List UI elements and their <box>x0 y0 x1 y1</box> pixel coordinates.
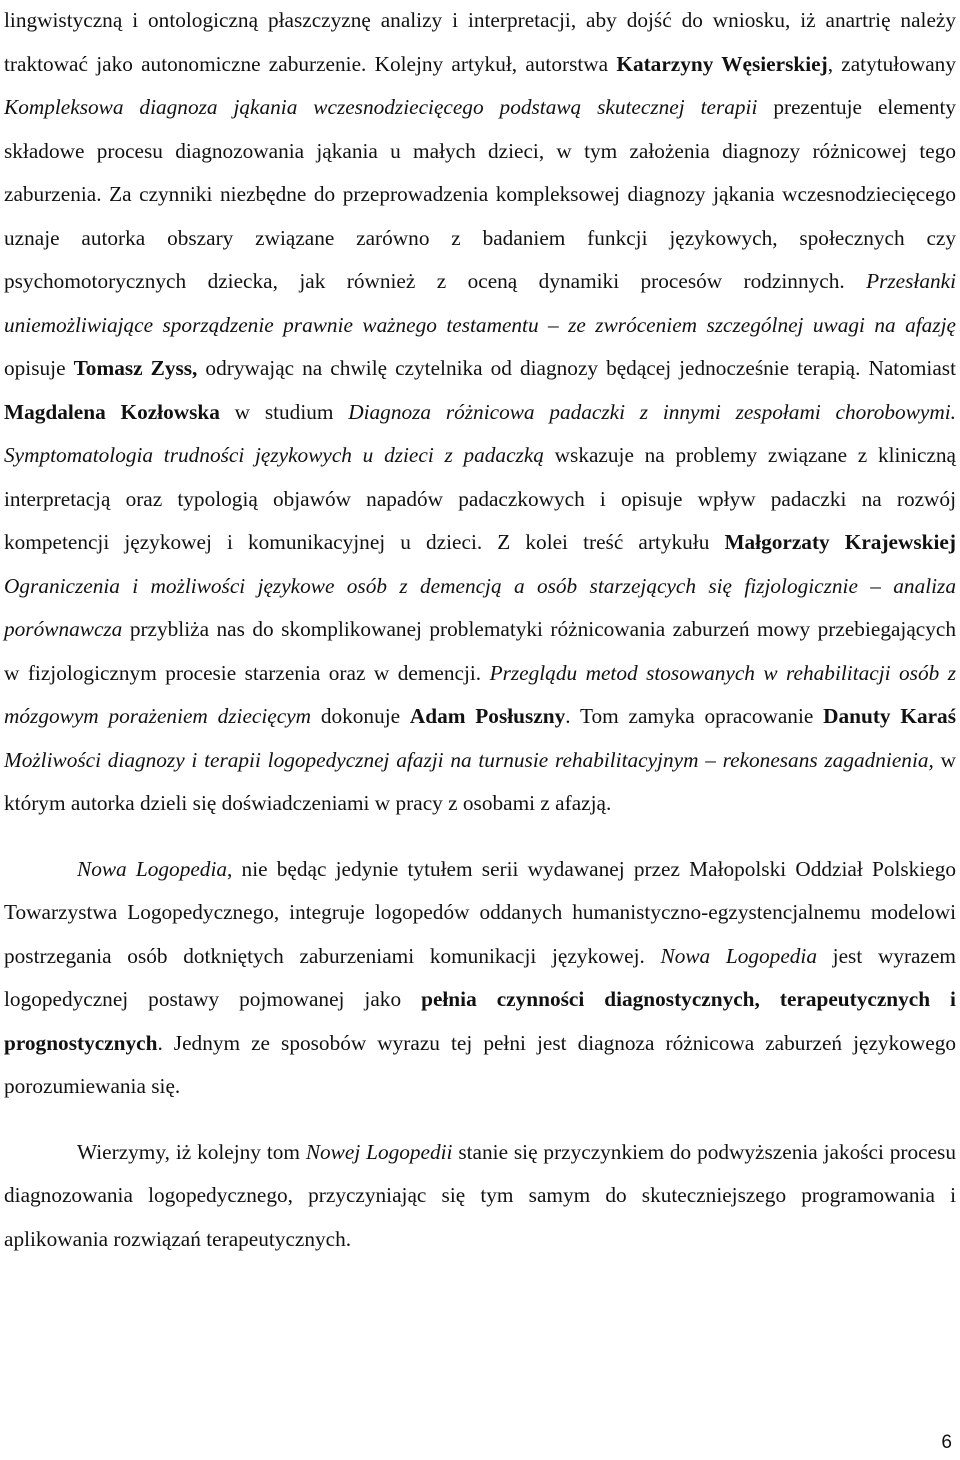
bold-author-text: Adam Posłuszny <box>409 704 566 728</box>
body-text: w studium <box>219 399 349 424</box>
paragraph-article-summaries <box>4 0 956 826</box>
page-number: 6 <box>941 1432 952 1453</box>
paragraph-closing <box>4 1131 956 1262</box>
body-text: , zatytułowany <box>827 51 956 76</box>
body-text: Wierzymy, iż kolejny tom <box>77 1139 306 1164</box>
bold-author-text: Tomasz Zyss, <box>73 356 198 380</box>
italic-title-text: Przesłanki uniemożliwiające sporządzenie prawnie ważnego testamentu – ze zwróceniem szczególnej uwagi na afazję <box>4 269 956 337</box>
body-text: stanie się przyczynkiem do podwyższenia jakości procesu diagnozowania logopedycznego, przyczyniając się tym samym do skuteczniejszego programowania i aplikowania rozwiązań terapeutycznych. <box>4 1139 956 1251</box>
body-text: opisuje <box>4 356 74 380</box>
body-text: . Tom zamyka opracowanie <box>565 704 824 728</box>
body-text: przybliża nas do skomplikowanej problematyki różnicowania zaburzeń mowy przebiegających w fizjologicznym procesie starzenia oraz w demencji. <box>4 617 956 685</box>
italic-title-text: Przeglądu metod stosowanych w rehabilitacji osób z mózgowym porażeniem dziecięcym <box>4 660 956 728</box>
paragraph-nowa-logopedia <box>4 848 956 1109</box>
bold-author-text: pełnia czynności diagnostycznych, terapeutycznych i prognostycznych <box>4 987 956 1055</box>
italic-title-text: Kompleksowa diagnoza jąkania wczesnodziecięcego podstawą skutecznej terapii <box>4 95 758 119</box>
body-text: prezentuje elementy składowe procesu diagnozowania jąkania u małych dzieci, w tym założenia diagnozy różnicowej tego zaburzenia. Za czynniki niezbędne do przeprowadzenia kompleksowej diagnozy jąkania wczesnodziecięcego uznaje autorka obszary związane zarówno z badaniem funkcji językowych, społecznych czy psychomotorycznych dziecka, jak również z oceną dynamiki procesów rodzinnych. <box>4 95 957 293</box>
italic-title-text: Nowa Logopedia <box>77 856 228 881</box>
bold-author-text: Katarzyny Węsierskiej <box>616 51 828 76</box>
italic-title-text: Nowej Logopedii <box>305 1139 453 1164</box>
body-text: . Jednym ze sposobów wyrazu tej pełni jest diagnoza różnicowa zaburzeń językowego porozumiewania się. <box>4 1030 956 1098</box>
body-text: odrywając na chwilę czytelnika od diagnozy będącej jednocześnie terapią. Natomiast <box>197 356 956 380</box>
body-text: , nie będąc jedynie tytułem serii wydawanej przez Małopolski Oddział Polskiego Towarzystwa Logopedycznego, integruje logopedów oddanych humanistyczno-egzystencjalnemu modelowi postrzegania osób dotkniętych zaburzeniami komunikacji językowej. <box>4 856 956 968</box>
document-page <box>4 0 956 1261</box>
body-text: wskazuje na problemy związane z kliniczną interpretacją oraz typologią objawów napadów padaczkowych i opisuje wpływ padaczki na rozwój kompetencji językowej i komunikacyjnej u dzieci. Z kolei treść artykułu <box>4 443 956 554</box>
body-text: jest wyrazem logopedycznej postawy pojmowanej jako <box>4 943 956 1011</box>
bold-author-text: Magdalena Kozłowska <box>4 399 220 424</box>
body-text: w którym autorka dzieli się doświadczeniami w pracy z osobami z afazją. <box>4 747 956 815</box>
body-text: dokonuje <box>311 704 410 728</box>
bold-author-text: Danuty Karaś <box>823 704 956 728</box>
italic-title-text: Diagnoza różnicowa padaczki z innymi zespołami chorobowymi. Symptomatologia trudności językowych u dzieci z padaczką <box>4 399 956 467</box>
bold-author-text: Małgorzaty Krajewskiej <box>724 530 956 554</box>
italic-title-text: Możliwości diagnozy i terapii logopedycznej afazji na turnusie rehabilitacyjnym – rekonesans zagadnienia, <box>4 747 934 772</box>
italic-title-text: Nowa Logopedia <box>660 943 817 968</box>
italic-title-text: Ograniczenia i możliwości językowe osób z demencją a osób starzejących się fizjologicznie – analiza porównawcza <box>4 573 956 641</box>
body-text: lingwistyczną i ontologiczną płaszczyznę analizy i interpretacji, aby dojść do wniosku, iż anartrię należy traktować jako autonomiczne zaburzenie. Kolejny artykuł, autorstwa <box>4 8 956 76</box>
